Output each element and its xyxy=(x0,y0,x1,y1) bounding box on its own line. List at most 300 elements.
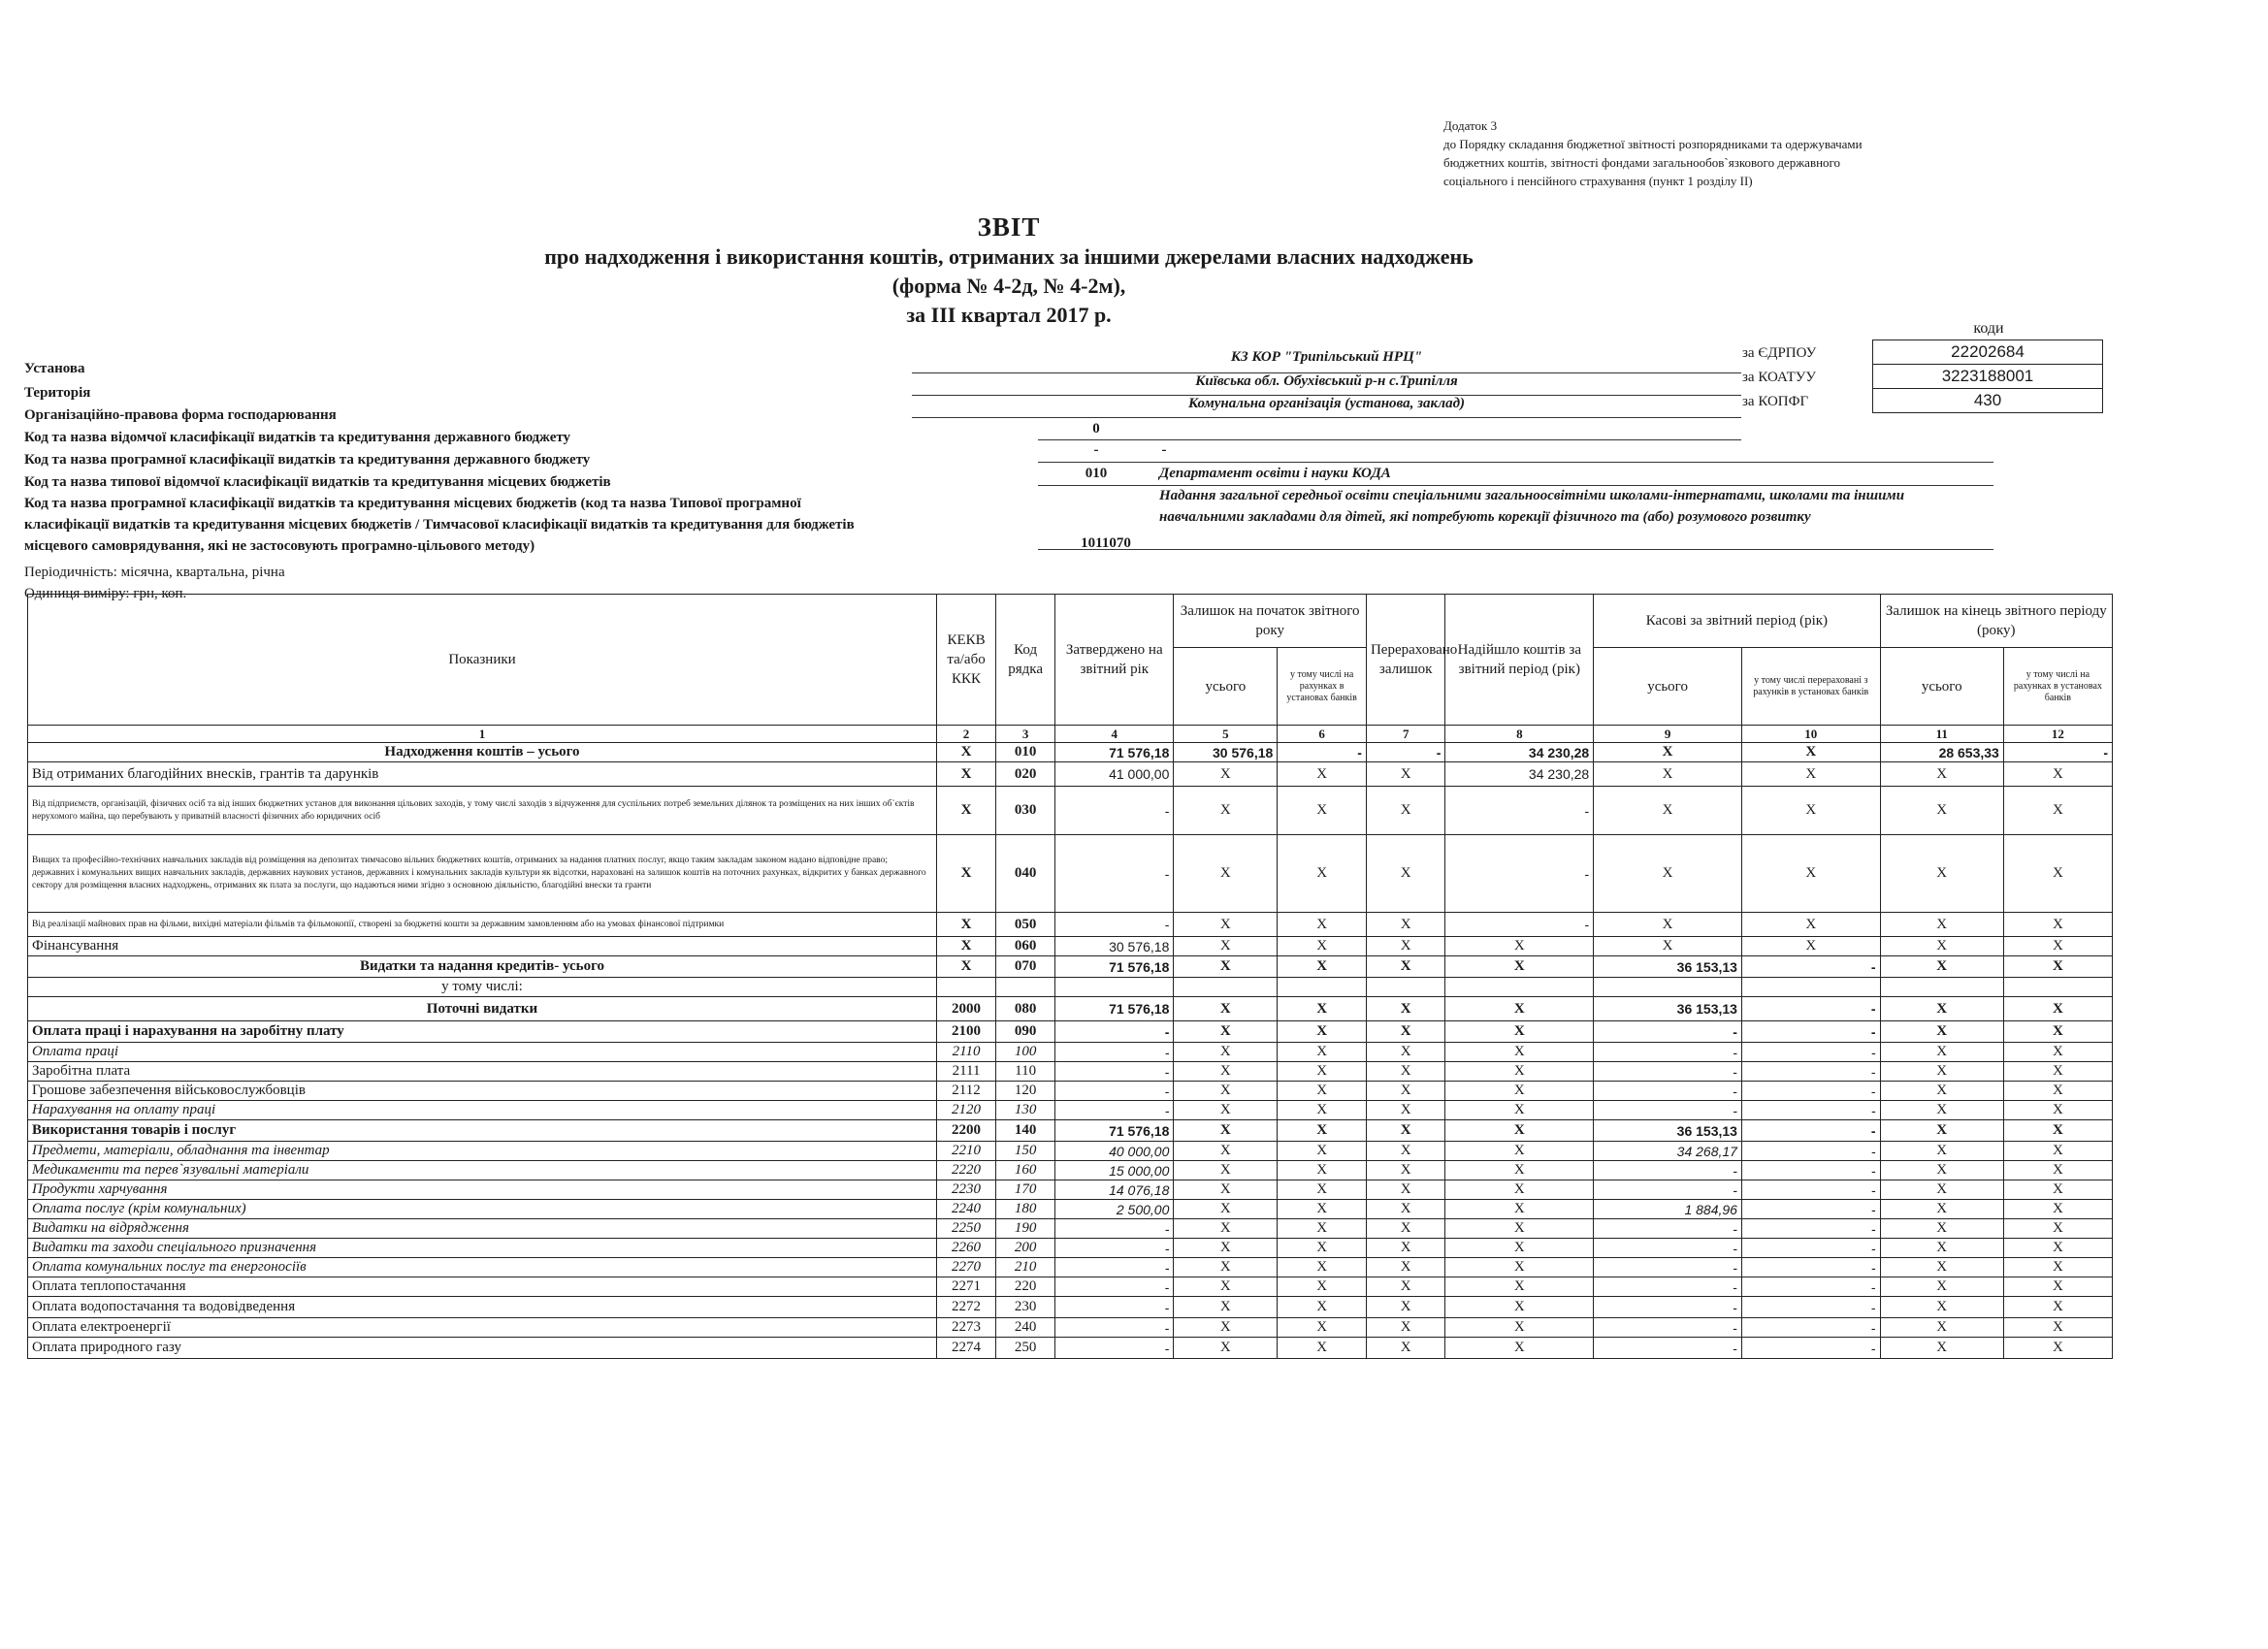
cell-c11: X xyxy=(1880,913,2003,937)
row-kekv: 2220 xyxy=(936,1161,995,1180)
cell-c5: 30 576,18 xyxy=(1174,743,1278,762)
legal-form-label: Організаційно-правова форма господарювання xyxy=(24,407,337,423)
row-kekv: 2274 xyxy=(936,1338,995,1359)
cell-c6: X xyxy=(1278,1297,1367,1318)
row-label: Предмети, матеріали, обладнання та інвентар xyxy=(28,1142,937,1161)
row-label: Оплата комунальних послуг та енергоносіїв xyxy=(28,1258,937,1277)
title-main: ЗВІТ xyxy=(977,212,1041,242)
cell-c4: - xyxy=(1055,1258,1174,1277)
table-row xyxy=(28,1082,2113,1101)
cell-c5: X xyxy=(1174,997,1278,1021)
cell-c10: - xyxy=(1741,1318,1880,1338)
table-header xyxy=(28,595,2113,743)
appendix-line-3: бюджетних коштів, звітності фондами загальнообов`язкового державного xyxy=(1443,155,1841,170)
th-transferred: Перераховано залишок xyxy=(1366,595,1444,726)
cell-c10: X xyxy=(1741,787,1880,835)
row-kekv: X xyxy=(936,787,995,835)
cell-c6: X xyxy=(1278,913,1367,937)
codes-heading: коди xyxy=(1973,320,2004,337)
cell-c10: - xyxy=(1741,956,1880,978)
row-kekv xyxy=(936,978,995,997)
cell-c8: X xyxy=(1445,1043,1594,1062)
cell-c12: X xyxy=(2003,1318,2112,1338)
cell-c7: X xyxy=(1366,1120,1444,1142)
report-title xyxy=(291,211,1727,330)
cell-c12: X xyxy=(2003,913,2112,937)
cell-c9: - xyxy=(1594,1062,1742,1082)
th-balance-end: Залишок на кінець звітного періоду (року) xyxy=(1880,595,2112,648)
cell-c11: X xyxy=(1880,1021,2003,1043)
row-code: 120 xyxy=(996,1082,1055,1101)
cell-c4: 2 500,00 xyxy=(1055,1200,1174,1219)
row-label: Нарахування на оплату праці xyxy=(28,1101,937,1120)
cell-c11: X xyxy=(1880,1200,2003,1219)
row-label: Оплата послуг (крім комунальних) xyxy=(28,1200,937,1219)
column-number-row xyxy=(28,726,2113,743)
row-label: Надходження коштів – усього xyxy=(28,743,937,762)
dept-state-code: 0 xyxy=(1092,421,1100,436)
row-label: Оплата водопостачання та водовідведення xyxy=(28,1297,937,1318)
cell-c7: X xyxy=(1366,787,1444,835)
edrpou-label: за ЄДРПОУ xyxy=(1742,345,1817,361)
table-body xyxy=(28,743,2113,1359)
cell-c8 xyxy=(1445,978,1594,997)
cell-c5: X xyxy=(1174,1200,1278,1219)
codes-box xyxy=(1872,340,2103,413)
cell-c9: X xyxy=(1594,913,1742,937)
table-row xyxy=(28,1180,2113,1200)
cell-c10: - xyxy=(1741,1219,1880,1239)
cell-c4: 71 576,18 xyxy=(1055,743,1174,762)
prog-local-label-1: Код та назва програмної класифікації видатків та кредитування місцевих бюджетів (код та назва Типової програмної xyxy=(24,496,801,511)
row-label: Грошове забезпечення військовослужбовців xyxy=(28,1082,937,1101)
table-row xyxy=(28,1277,2113,1297)
cell-c5: X xyxy=(1174,762,1278,787)
cell-c12: X xyxy=(2003,835,2112,913)
cell-c10: - xyxy=(1741,1200,1880,1219)
cell-c10: - xyxy=(1741,1258,1880,1277)
cell-c7: X xyxy=(1366,1200,1444,1219)
cell-c4: 40 000,00 xyxy=(1055,1142,1174,1161)
cell-c6: X xyxy=(1278,1239,1367,1258)
table-row xyxy=(28,1258,2113,1277)
row-label: Заробітна плата xyxy=(28,1062,937,1082)
row-label: Видатки та заходи спеціального призначення xyxy=(28,1239,937,1258)
cell-c11: X xyxy=(1880,1142,2003,1161)
cell-c11: X xyxy=(1880,787,2003,835)
cell-c6: X xyxy=(1278,997,1367,1021)
row-label: Використання товарів і послуг xyxy=(28,1120,937,1142)
cell-c8: X xyxy=(1445,1258,1594,1277)
cell-c6: X xyxy=(1278,1219,1367,1239)
cell-c9: - xyxy=(1594,1277,1742,1297)
dept-local-name: Департамент освіти і науки КОДА xyxy=(1159,466,1391,481)
row-code: 030 xyxy=(996,787,1055,835)
dept-state-label: Код та назва відомчої класифікації видатків та кредитування державного бюджету xyxy=(24,430,571,445)
table-row xyxy=(28,1021,2113,1043)
cell-c4: - xyxy=(1055,787,1174,835)
row-label: Оплата теплопостачання xyxy=(28,1277,937,1297)
cell-c7: X xyxy=(1366,1338,1444,1359)
row-kekv: 2200 xyxy=(936,1120,995,1142)
cell-c10: X xyxy=(1741,913,1880,937)
table-row xyxy=(28,978,2113,997)
row-label: Від отриманих благодійних внесків, грантів та дарунків xyxy=(28,762,937,787)
row-code: 230 xyxy=(996,1297,1055,1318)
cell-c9: X xyxy=(1594,762,1742,787)
cell-c10 xyxy=(1741,978,1880,997)
cell-c8: X xyxy=(1445,1142,1594,1161)
cell-c10: - xyxy=(1741,1239,1880,1258)
row-code: 250 xyxy=(996,1338,1055,1359)
dept-local-label: Код та назва типової відомчої класифікації видатків та кредитування місцевих бюджетів xyxy=(24,474,611,490)
prog-local-name: Надання загальної середньої освіти спеціальними загальноосвітніми школами-інтернатами, школами та іншими навчальними закладами для дітей, які потребують корекції фізичного та (або) розумового розвитку xyxy=(1159,488,1905,525)
row-code: 200 xyxy=(996,1239,1055,1258)
cell-c9: - xyxy=(1594,1180,1742,1200)
row-kekv: 2272 xyxy=(936,1297,995,1318)
cell-c4: 41 000,00 xyxy=(1055,762,1174,787)
row-label: Фінансування xyxy=(28,937,937,956)
th-cash-transferred: у тому числі перераховані з рахунків в установах банків xyxy=(1741,648,1880,726)
row-kekv: 2271 xyxy=(936,1277,995,1297)
koatuu-label: за КОАТУУ xyxy=(1742,370,1816,385)
th-start-accounts: у тому числі на рахунках в установах банків xyxy=(1278,648,1367,726)
cell-c12: X xyxy=(2003,1219,2112,1239)
cell-c8: X xyxy=(1445,1161,1594,1180)
cell-c11: X xyxy=(1880,835,2003,913)
cell-c9: - xyxy=(1594,1161,1742,1180)
th-end-accounts: у тому числі на рахунках в установах банків xyxy=(2003,648,2112,726)
cell-c4: - xyxy=(1055,1021,1174,1043)
row-code: 240 xyxy=(996,1318,1055,1338)
cell-c4: - xyxy=(1055,835,1174,913)
cell-c12: X xyxy=(2003,1338,2112,1359)
cell-c7: X xyxy=(1366,1021,1444,1043)
cell-c7: X xyxy=(1366,1318,1444,1338)
cell-c4: - xyxy=(1055,1239,1174,1258)
cell-c6: X xyxy=(1278,1258,1367,1277)
row-code: 180 xyxy=(996,1200,1055,1219)
prog-local-underline xyxy=(1038,549,1993,550)
cell-c4: 30 576,18 xyxy=(1055,937,1174,956)
column-number: 12 xyxy=(2003,726,2112,743)
cell-c4: - xyxy=(1055,1062,1174,1082)
column-number: 9 xyxy=(1594,726,1742,743)
row-code: 080 xyxy=(996,997,1055,1021)
cell-c5: X xyxy=(1174,787,1278,835)
cell-c9: 34 268,17 xyxy=(1594,1142,1742,1161)
cell-c12: X xyxy=(2003,1043,2112,1062)
row-code: 040 xyxy=(996,835,1055,913)
cell-c4: - xyxy=(1055,1277,1174,1297)
row-kekv: 2112 xyxy=(936,1082,995,1101)
row-code: 090 xyxy=(996,1021,1055,1043)
cell-c12: X xyxy=(2003,1200,2112,1219)
th-cash-total: усього xyxy=(1594,648,1742,726)
cell-c12: X xyxy=(2003,937,2112,956)
cell-c4: - xyxy=(1055,1082,1174,1101)
cell-c6: X xyxy=(1278,1101,1367,1120)
row-label: Оплата праці xyxy=(28,1043,937,1062)
cell-c12: X xyxy=(2003,1062,2112,1082)
cell-c8: 34 230,28 xyxy=(1445,743,1594,762)
row-kekv: 2270 xyxy=(936,1258,995,1277)
row-kekv: 2120 xyxy=(936,1101,995,1120)
cell-c7: X xyxy=(1366,1101,1444,1120)
row-kekv: 2000 xyxy=(936,997,995,1021)
cell-c10: - xyxy=(1741,1082,1880,1101)
cell-c6: - xyxy=(1278,743,1367,762)
row-label: Видатки на відрядження xyxy=(28,1219,937,1239)
cell-c6: X xyxy=(1278,835,1367,913)
appendix-line-4: соціального і пенсійного страхування (пункт 1 розділу II) xyxy=(1443,174,1753,188)
row-code: 170 xyxy=(996,1180,1055,1200)
cell-c6 xyxy=(1278,978,1367,997)
cell-c9: - xyxy=(1594,1101,1742,1120)
row-label: Видатки та надання кредитів- усього xyxy=(28,956,937,978)
row-label: Вищих та професійно-технічних навчальних закладів від розміщення на депозитах тимчасово вільних бюджетних коштів, отриманих за надання платних послуг, якщо таким закладам законом надано відповідне право; державних і комунальних вищих навчальних закладів, державних наукових установ, державних і комунальних закладів культури як відсотки, нараховані на залишок коштів на поточних рахунках, відкритих у банках державного сектору для розміщення власних надходжень, отриманих як плата за послуги, що надаються ними згідно з основною діяльністю, благодійні внески та гранти xyxy=(28,835,937,913)
cell-c4: 71 576,18 xyxy=(1055,956,1174,978)
dept-local-code: 010 xyxy=(1085,466,1108,481)
cell-c8: X xyxy=(1445,1062,1594,1082)
prog-state-label: Код та назва програмної класифікації видатків та кредитування державного бюджету xyxy=(24,452,591,468)
cell-c7: X xyxy=(1366,1082,1444,1101)
cell-c5: X xyxy=(1174,1062,1278,1082)
cell-c9: 36 153,13 xyxy=(1594,1120,1742,1142)
cell-c11: 28 653,33 xyxy=(1880,743,2003,762)
cell-c11: X xyxy=(1880,937,2003,956)
row-label: Оплата природного газу xyxy=(28,1338,937,1359)
cell-c10: - xyxy=(1741,1021,1880,1043)
row-label: Від реалізації майнових прав на фільми, вихідні матеріали фільмів та фільмокопії, створені за бюджетні кошти за державним замовленням або на умовах фінансової підтримки xyxy=(28,913,937,937)
territory-label: Територія xyxy=(24,385,91,401)
title-sub-1: про надходження і використання коштів, отриманих за іншими джерелами власних надходжень xyxy=(544,244,1474,269)
cell-c7: X xyxy=(1366,1277,1444,1297)
cell-c11: X xyxy=(1880,1318,2003,1338)
cell-c8: X xyxy=(1445,1180,1594,1200)
cell-c10: - xyxy=(1741,1062,1880,1082)
cell-c12: X xyxy=(2003,1161,2112,1180)
th-cash-exp: Касові за звітний період (рік) xyxy=(1594,595,1880,648)
cell-c8: X xyxy=(1445,1101,1594,1120)
cell-c6: X xyxy=(1278,1120,1367,1142)
row-code: 070 xyxy=(996,956,1055,978)
cell-c9: - xyxy=(1594,1219,1742,1239)
table-row xyxy=(28,937,2113,956)
cell-c9: - xyxy=(1594,1338,1742,1359)
row-code xyxy=(996,978,1055,997)
title-sub-2: (форма № 4-2д, № 4-2м), xyxy=(891,274,1126,298)
cell-c6: X xyxy=(1278,1338,1367,1359)
cell-c11 xyxy=(1880,978,2003,997)
cell-c8: X xyxy=(1445,956,1594,978)
cell-c11: X xyxy=(1880,1239,2003,1258)
th-end-total: усього xyxy=(1880,648,2003,726)
cell-c9: 36 153,13 xyxy=(1594,997,1742,1021)
cell-c6: X xyxy=(1278,956,1367,978)
cell-c7: X xyxy=(1366,762,1444,787)
cell-c8: - xyxy=(1445,835,1594,913)
row-kekv: X xyxy=(936,913,995,937)
cell-c11: X xyxy=(1880,762,2003,787)
table-row xyxy=(28,1318,2113,1338)
table-row xyxy=(28,1297,2113,1318)
cell-c5: X xyxy=(1174,1101,1278,1120)
prog-local-code: 1011070 xyxy=(1081,535,1131,551)
cell-c11: X xyxy=(1880,1338,2003,1359)
prog-state-code: - xyxy=(1093,442,1099,458)
cell-c5: X xyxy=(1174,1120,1278,1142)
prog-local-label-2: класифікації видатків та кредитування місцевих бюджетів / Тимчасової класифікації видатків та кредитування для бюджетів xyxy=(24,517,855,533)
cell-c8: X xyxy=(1445,1082,1594,1101)
th-approved: Затверджено на звітний рік xyxy=(1055,595,1174,726)
cell-c10: X xyxy=(1741,743,1880,762)
report-table xyxy=(27,594,2113,1359)
cell-c12: X xyxy=(2003,1258,2112,1277)
cell-c9: 36 153,13 xyxy=(1594,956,1742,978)
table-row xyxy=(28,1239,2113,1258)
column-number: 11 xyxy=(1880,726,2003,743)
cell-c5: X xyxy=(1174,1219,1278,1239)
cell-c12: X xyxy=(2003,1021,2112,1043)
periodicity: Періодичність: місячна, квартальна, річна xyxy=(24,565,285,580)
table-row xyxy=(28,1101,2113,1120)
cell-c10: - xyxy=(1741,1120,1880,1142)
cell-c8: X xyxy=(1445,1297,1594,1318)
prog-state-underline xyxy=(1038,462,1993,463)
row-code: 050 xyxy=(996,913,1055,937)
cell-c10: X xyxy=(1741,937,1880,956)
cell-c9: X xyxy=(1594,743,1742,762)
cell-c11: X xyxy=(1880,997,2003,1021)
cell-c5: X xyxy=(1174,1161,1278,1180)
column-number: 2 xyxy=(936,726,995,743)
cell-c8: X xyxy=(1445,1021,1594,1043)
cell-c12: X xyxy=(2003,787,2112,835)
cell-c5: X xyxy=(1174,1082,1278,1101)
cell-c12: X xyxy=(2003,1239,2112,1258)
row-code: 160 xyxy=(996,1161,1055,1180)
cell-c11: X xyxy=(1880,1062,2003,1082)
row-kekv: 2260 xyxy=(936,1239,995,1258)
column-number: 7 xyxy=(1366,726,1444,743)
cell-c8: - xyxy=(1445,913,1594,937)
row-kekv: 2230 xyxy=(936,1180,995,1200)
cell-c10: - xyxy=(1741,1101,1880,1120)
cell-c7: X xyxy=(1366,1161,1444,1180)
cell-c11: X xyxy=(1880,1277,2003,1297)
cell-c6: X xyxy=(1278,1200,1367,1219)
cell-c5: X xyxy=(1174,1043,1278,1062)
row-label: Продукти харчування xyxy=(28,1180,937,1200)
cell-c8: X xyxy=(1445,1277,1594,1297)
appendix-note xyxy=(1443,116,1987,190)
row-code: 020 xyxy=(996,762,1055,787)
cell-c8: X xyxy=(1445,1318,1594,1338)
th-balance-start: Залишок на початок звітного року xyxy=(1174,595,1367,648)
table-row xyxy=(28,762,2113,787)
cell-c9: - xyxy=(1594,1043,1742,1062)
cell-c10: - xyxy=(1741,1142,1880,1161)
cell-c5: X xyxy=(1174,1277,1278,1297)
cell-c7: X xyxy=(1366,835,1444,913)
cell-c9: - xyxy=(1594,1258,1742,1277)
institution-label: Установа xyxy=(24,361,85,376)
th-start-total: усього xyxy=(1174,648,1278,726)
prog-state-name: - xyxy=(1161,442,1167,458)
row-kekv: 2110 xyxy=(936,1043,995,1062)
cell-c5: X xyxy=(1174,913,1278,937)
column-number: 3 xyxy=(996,726,1055,743)
column-number: 5 xyxy=(1174,726,1278,743)
row-label: у тому числі: xyxy=(28,978,937,997)
cell-c4: - xyxy=(1055,913,1174,937)
cell-c7: X xyxy=(1366,997,1444,1021)
appendix-line-2: до Порядку складання бюджетної звітності розпорядниками та одержувачами xyxy=(1443,137,1863,151)
row-label: Медикаменти та перев`язувальні матеріали xyxy=(28,1161,937,1180)
cell-c9: - xyxy=(1594,1318,1742,1338)
row-code: 140 xyxy=(996,1120,1055,1142)
cell-c8: X xyxy=(1445,997,1594,1021)
cell-c11: X xyxy=(1880,1258,2003,1277)
row-kekv: 2273 xyxy=(936,1318,995,1338)
cell-c5: X xyxy=(1174,1239,1278,1258)
cell-c4: - xyxy=(1055,1219,1174,1239)
cell-c7 xyxy=(1366,978,1444,997)
prog-local-label-3: місцевого самоврядування, які не застосовують програмно-цільового методу) xyxy=(24,538,535,554)
cell-c7: X xyxy=(1366,1297,1444,1318)
row-kekv: X xyxy=(936,743,995,762)
cell-c10: - xyxy=(1741,1338,1880,1359)
row-kekv: 2111 xyxy=(936,1062,995,1082)
table-row xyxy=(28,787,2113,835)
table-row xyxy=(28,1338,2113,1359)
cell-c4: - xyxy=(1055,1043,1174,1062)
cell-c11: X xyxy=(1880,1297,2003,1318)
table-row xyxy=(28,1043,2113,1062)
legal-form-underline xyxy=(912,417,1741,418)
cell-c4: - xyxy=(1055,1318,1174,1338)
cell-c6: X xyxy=(1278,1142,1367,1161)
table-row xyxy=(28,1062,2113,1082)
table-row xyxy=(28,1120,2113,1142)
cell-c7: X xyxy=(1366,1142,1444,1161)
cell-c5 xyxy=(1174,978,1278,997)
cell-c7: X xyxy=(1366,1180,1444,1200)
row-kekv: X xyxy=(936,835,995,913)
cell-c6: X xyxy=(1278,1277,1367,1297)
th-received: Надійшло коштів за звітний період (рік) xyxy=(1445,595,1594,726)
cell-c9: 1 884,96 xyxy=(1594,1200,1742,1219)
cell-c4 xyxy=(1055,978,1174,997)
cell-c7: - xyxy=(1366,743,1444,762)
cell-c12: X xyxy=(2003,1120,2112,1142)
title-sub-3: за III квартал 2017 р. xyxy=(906,303,1112,327)
institution-value: КЗ КОР "Трипільський НРЦ" xyxy=(1230,349,1423,365)
row-label: Оплата праці і нарахування на заробітну плату xyxy=(28,1021,937,1043)
cell-c8: X xyxy=(1445,1219,1594,1239)
cell-c11: X xyxy=(1880,956,2003,978)
cell-c7: X xyxy=(1366,1258,1444,1277)
cell-c12: X xyxy=(2003,1142,2112,1161)
cell-c11: X xyxy=(1880,1180,2003,1200)
row-label: Оплата електроенергії xyxy=(28,1318,937,1338)
cell-c7: X xyxy=(1366,1219,1444,1239)
row-kekv: X xyxy=(936,956,995,978)
cell-c6: X xyxy=(1278,1161,1367,1180)
column-number: 1 xyxy=(28,726,937,743)
row-code: 110 xyxy=(996,1062,1055,1082)
